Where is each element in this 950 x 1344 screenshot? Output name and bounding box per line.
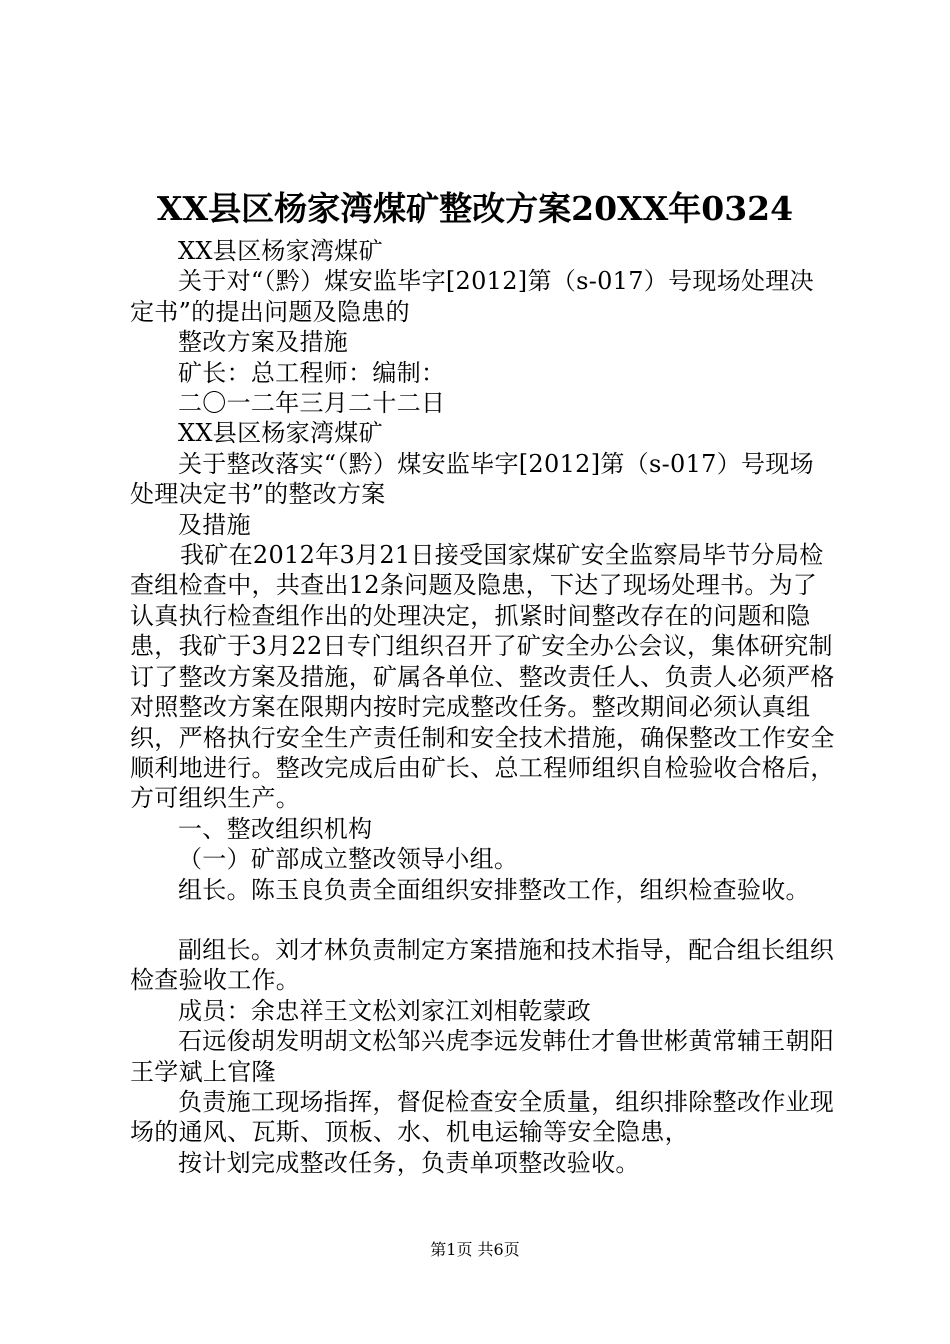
paragraph: XX县区杨家湾煤矿 <box>178 419 383 448</box>
blank-line <box>130 905 835 935</box>
document-body <box>130 236 835 1178</box>
paragraph: 负责施工现场指挥，督促检查安全质量，组织排除整改作业现场的通风、瓦斯、顶板、水、机电运输等安全隐患， <box>130 1087 835 1147</box>
paragraph: 我矿在2012年3月21日接受国家煤矿安全监察局毕节分局检查组检查中，共查出12条问题及隐患，下达了现场处理书。为了认真执行检查组作出的处理决定，抓紧时间整改存在的问题和隐患，我矿于3月22日专门组织召开了矿安全办公会议，集体研究制订了整改方案及措施，矿属各单位、整改责任人、负责人必须严格对照整改方案在限期内按时完成整改任务。整改期间必须认真组织，严格执行安全生产责任制和安全技术措施，确保整改工作安全顺利地进行。整改完成后由矿长、总工程师组织自检验收合格后，方可组织生产。 <box>130 541 835 813</box>
paragraph: 二〇一二年三月二十二日 <box>178 389 446 418</box>
paragraph: 整改方案及措施 <box>178 328 349 357</box>
paragraph: 及措施 <box>178 510 251 539</box>
paragraph: 组长。陈玉良负责全面组织安排整改工作，组织检查验收。 <box>178 875 810 904</box>
paragraph: 一、整改组织机构 <box>178 814 373 843</box>
paragraph: 石远俊胡发明胡文松邹兴虎李远发韩仕才鲁世彬黄常辅王朝阳王学斌上官隆 <box>130 1027 835 1086</box>
document-title: XX县区杨家湾煤矿整改方案20XX年0324 <box>156 189 794 228</box>
paragraph: 成员：余忠祥王文松刘家江刘相乾蒙政 <box>178 996 592 1025</box>
paragraph: 关于整改落实“（黔）煤安监毕字[2012]第（s-017）号现场处理决定书”的整改方案 <box>130 449 814 509</box>
paragraph: （一）矿部成立整改领导小组。 <box>178 845 519 874</box>
paragraph: 副组长。刘才林负责制定方案措施和技术指导，配合组长组织检查验收工作。 <box>130 935 835 995</box>
paragraph: 关于对“（黔）煤安监毕字[2012]第（s-017）号现场处理决定书”的提出问题及隐患的 <box>130 267 814 326</box>
paragraph: XX县区杨家湾煤矿 <box>178 237 383 265</box>
paragraph: 按计划完成整改任务，负责单项整改验收。 <box>178 1148 640 1177</box>
paragraph: 矿长：总工程师：编制： <box>178 358 446 387</box>
page-number: 第1页 共6页 <box>430 1240 520 1259</box>
